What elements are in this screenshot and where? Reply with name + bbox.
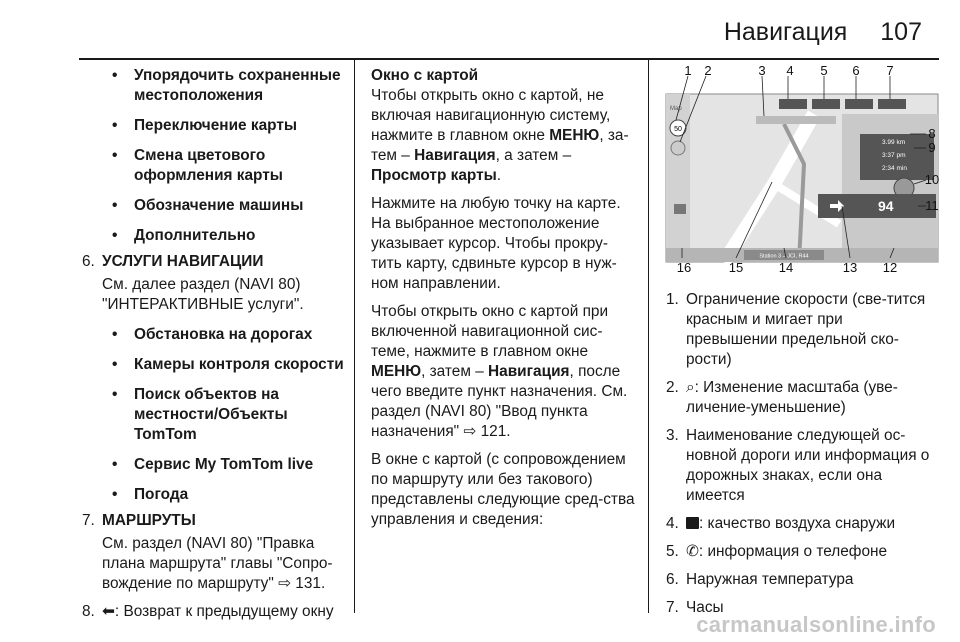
section-title: МАРШРУТЫ <box>102 512 196 529</box>
callout-4: 4 <box>786 64 794 78</box>
map-label: Map <box>670 106 682 112</box>
list-item: • Переключение карты <box>82 116 350 136</box>
page-header <box>724 18 922 47</box>
page-title: Навигация <box>723 18 848 46</box>
top-chip <box>878 99 906 109</box>
list-item: • Поиск объектов на местности/Объекты TomTom <box>82 385 350 445</box>
trip-arrival: 3:37 pm <box>882 152 906 159</box>
callout-13: 13 <box>842 260 858 274</box>
column-left <box>82 66 350 625</box>
list-item: • Обозначение машины <box>82 196 350 216</box>
callout-7: 7 <box>886 64 894 78</box>
item-text: ✆: информация о телефоне <box>686 543 888 560</box>
section-8 <box>82 602 350 622</box>
trip-distance: 3.99 km <box>882 139 906 146</box>
item-number: 2. <box>666 379 679 396</box>
section-heading: Окно с картой <box>371 67 479 84</box>
callout-12: 12 <box>882 260 898 274</box>
map-left-panel <box>666 94 690 262</box>
text-run-bold: Навигация <box>414 147 496 164</box>
trip-time: 2:34 min <box>882 165 907 172</box>
top-chip <box>845 99 873 109</box>
list-item: • Камеры контроля скорости <box>82 355 350 375</box>
section-text: См. раздел (NAVI 80) "Правка плана маршрута" главы "Сопро-вождение по маршруту" ⇨ 131. <box>102 535 333 592</box>
section-number: 8. <box>82 603 95 620</box>
top-chip <box>812 99 840 109</box>
text-run-bold: Навигация <box>488 363 570 380</box>
watermark: carmanualsonline.info <box>696 612 936 637</box>
callout-11: 11 <box>925 198 939 213</box>
item-text: Наружная температура <box>686 571 854 588</box>
callout-15: 15 <box>728 260 744 274</box>
paragraph <box>371 302 637 442</box>
speed-limit-value: 50 <box>674 126 682 133</box>
list-item: • Упорядочить сохраненные местоположения <box>82 66 350 106</box>
page-number: 107 <box>880 18 922 46</box>
text-run: , после чего введите пункт назначения. См. раздел (NAVI 80) "Ввод пункта назначения" ⇨ 121. <box>371 363 628 440</box>
callout-6: 6 <box>852 64 860 78</box>
legend-item-3 <box>666 426 932 506</box>
air-quality-icon <box>686 517 699 529</box>
callout-2: 2 <box>704 64 712 78</box>
legend-item-2 <box>666 378 932 418</box>
callout-10: 10 <box>924 172 940 187</box>
column-divider-2 <box>648 60 649 613</box>
list-item: • Смена цветового оформления карты <box>82 146 350 186</box>
speed-display: 94 <box>878 198 894 214</box>
text-run: Чтобы открыть окно с картой, не включая навигационную систему, нажмите в главном окне <box>371 87 611 144</box>
item-number: 7. <box>666 599 679 616</box>
section-number: 7. <box>82 512 95 529</box>
section-6 <box>82 252 350 315</box>
callout-16: 16 <box>676 260 692 274</box>
section-text: См. далее раздел (NAVI 80) "ИНТЕРАКТИВНЫЕ услуги". <box>102 276 304 313</box>
item-number: 5. <box>666 543 679 560</box>
list-item: • Дополнительно <box>82 226 350 246</box>
list-item: • Погода <box>82 485 350 505</box>
callout-5: 5 <box>820 64 828 78</box>
column-middle <box>371 66 637 538</box>
column-divider-1 <box>354 60 355 613</box>
road-name-bar <box>756 116 836 124</box>
callout-14: 14 <box>778 260 794 274</box>
header-rule <box>79 58 939 60</box>
section-title: УСЛУГИ НАВИГАЦИИ <box>102 253 264 270</box>
legend-item-1 <box>666 290 932 370</box>
item-number: 6. <box>666 571 679 588</box>
item-text: Наименование следующей ос-новной дороги или информация о дорожных знаках, если она имеется <box>686 427 930 504</box>
item-number: 1. <box>666 291 679 308</box>
item-number: 3. <box>666 427 679 444</box>
paragraph: В окне с картой (с сопровождением по маршруту или без такового) представлены следующие сред-ства управления и сведения: <box>371 451 635 528</box>
callout-8: 8 <box>928 126 936 141</box>
text-run-bold: МЕНЮ <box>371 363 422 380</box>
section-7 <box>82 511 350 594</box>
map-screen-figure <box>664 64 940 274</box>
text-run: , затем – <box>421 363 489 380</box>
item-text: Ограничение скорости (све-тится красным и мигает при превышении предельной ско-рости) <box>686 291 926 368</box>
section-number: 6. <box>82 253 95 270</box>
text-run-bold: Просмотр карты <box>371 167 497 184</box>
plane-icon <box>674 204 686 214</box>
callout-3: 3 <box>758 64 766 78</box>
column-right <box>666 290 932 626</box>
item-number: 4. <box>666 515 679 532</box>
paragraph <box>371 86 637 186</box>
section-text: ⬅: Возврат к предыдущему окну <box>102 603 334 620</box>
item-text: ⌕: Изменение масштаба (уве-личение-уменьшение) <box>686 379 898 416</box>
list-item: • Сервис My TomTom live <box>82 455 350 475</box>
callout-1: 1 <box>684 64 692 78</box>
top-chip <box>779 99 807 109</box>
zoom-icon <box>671 141 685 155</box>
item-text: : качество воздуха снаружи <box>699 515 896 532</box>
text-run: . <box>496 167 502 184</box>
street-label: Station 3 – JCI, R44 <box>759 253 809 260</box>
text-run: , за-тем – <box>371 127 629 164</box>
callout-9: 9 <box>928 140 936 155</box>
legend-item-4 <box>666 514 932 534</box>
item-text: Часы <box>686 599 724 616</box>
text-run: Чтобы открыть окно с картой при включенной навигационной сис-теме, нажмите в главном окне <box>371 303 609 360</box>
legend-item-6 <box>666 570 932 590</box>
paragraph: Нажмите на любую точку на карте. На выбранное местоположение указывает курсор. Чтобы прокру-тить карту, сдвиньте курсор в нуж-ном направлении. <box>371 195 621 292</box>
text-run: , а затем – <box>495 147 572 164</box>
text-run-bold: МЕНЮ <box>549 127 600 144</box>
legend-item-5 <box>666 542 932 562</box>
list-item: • Обстановка на дорогах <box>82 325 350 345</box>
